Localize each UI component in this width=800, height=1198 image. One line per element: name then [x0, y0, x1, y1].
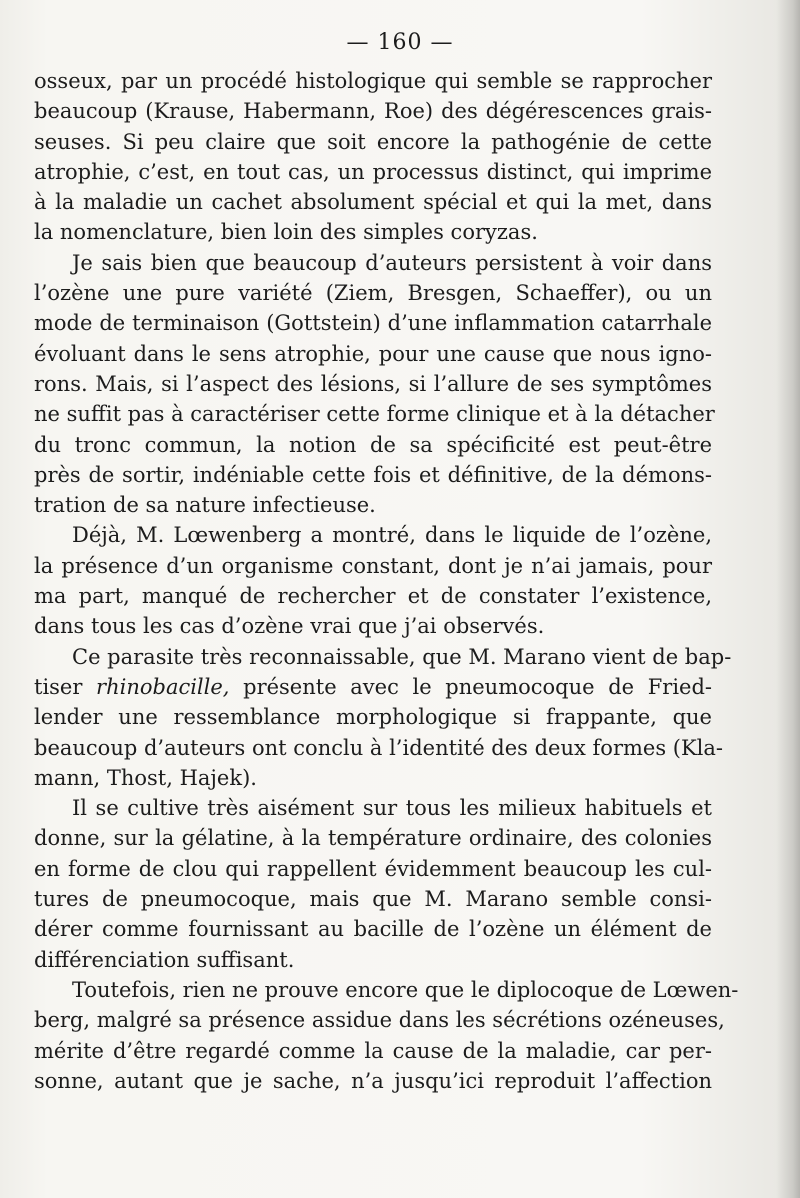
text-line: sonne, autant que je sache, n’a jusqu’ici reproduit l’affection	[34, 1068, 712, 1093]
text-line: beaucoup d’auteurs ont conclu à l’identité des deux formes (Kla-	[34, 735, 723, 760]
text-line: tration de sa nature infectieuse.	[34, 493, 376, 518]
text-line: évoluant dans le sens atrophie, pour une cause que nous igno-	[34, 341, 712, 366]
text-line: ne suffit pas à caractériser cette forme clinique et à la détacher	[34, 402, 715, 427]
text-line: dans tous les cas d’ozène vrai que j’ai observés.	[34, 614, 545, 639]
text-line: Ce parasite très reconnaissable, que M. Marano vient de bap-	[72, 644, 732, 669]
text-line: Il se cultive très aisément sur tous les milieux habituels et	[72, 796, 712, 821]
text-line: la nomenclature, bien loin des simples coryzas.	[34, 220, 538, 245]
text-line: seuses. Si peu claire que soit encore la pathogénie de cette	[34, 129, 712, 154]
text-line: atrophie, c’est, en tout cas, un processus distinct, qui imprime	[34, 159, 712, 184]
text-line: tures de pneumocoque, mais que M. Marano semble consi-	[34, 887, 712, 912]
text-line: beaucoup (Krause, Habermann, Roe) des dégérescences grais-	[34, 99, 712, 124]
text-line: donne, sur la gélatine, à la température ordinaire, des colonies	[34, 826, 712, 851]
text-line: ma part, manqué de rechercher et de constater l’existence,	[34, 584, 712, 609]
text-line: lender une ressemblance morphologique si frappante, que	[34, 705, 712, 730]
text-line: près de sortir, indéniable cette fois et définitive, de la démons-	[34, 462, 712, 487]
page-edge-shadow	[776, 0, 800, 1198]
text-line: du tronc commun, la notion de sa spécificité est peut-être	[34, 432, 712, 457]
text-line: Toutefois, rien ne prouve encore que le diplocoque de Lœwen-	[72, 977, 739, 1002]
text-line: osseux, par un procédé histologique qui semble se rapprocher	[34, 69, 712, 93]
text-line: l’ozène une pure variété (Ziem, Bresgen, Schaeffer), ou un	[34, 281, 712, 306]
text-line: en forme de clou qui rappellent évidemment beaucoup les cul-	[34, 856, 712, 881]
text-line: Je sais bien que beaucoup d’auteurs persistent à voir dans	[72, 250, 712, 275]
page-number: — 160 —	[346, 30, 454, 55]
text-line: mérite d’être regardé comme la cause de la maladie, car per-	[34, 1038, 712, 1063]
body-text	[34, 66, 739, 1096]
text-line: différenciation suffisant.	[34, 947, 295, 972]
text-line: rons. Mais, si l’aspect des lésions, si l’allure de ses symptômes	[34, 371, 712, 396]
text-line: Déjà, M. Lœwenberg a montré, dans le liquide de l’ozène,	[72, 523, 712, 548]
text-line: à la maladie un cachet absolument spécial et qui la met, dans	[34, 190, 712, 215]
text-line: mode de terminaison (Gottstein) d’une inflammation catarrhale	[34, 311, 712, 336]
text-line: tiser rhinobacille, présente avec le pneumocoque de Fried-	[34, 674, 712, 699]
text-line: berg, malgré sa présence assidue dans les sécrétions ozéneuses,	[34, 1008, 725, 1033]
text-line: dérer comme fournissant au bacille de l’ozène un élément de	[34, 917, 712, 942]
text-line: mann, Thost, Hajek).	[34, 765, 257, 790]
text-line: la présence d’un organisme constant, dont je n’ai jamais, pour	[34, 553, 712, 578]
italic-term: rhinobacille,	[96, 674, 230, 699]
